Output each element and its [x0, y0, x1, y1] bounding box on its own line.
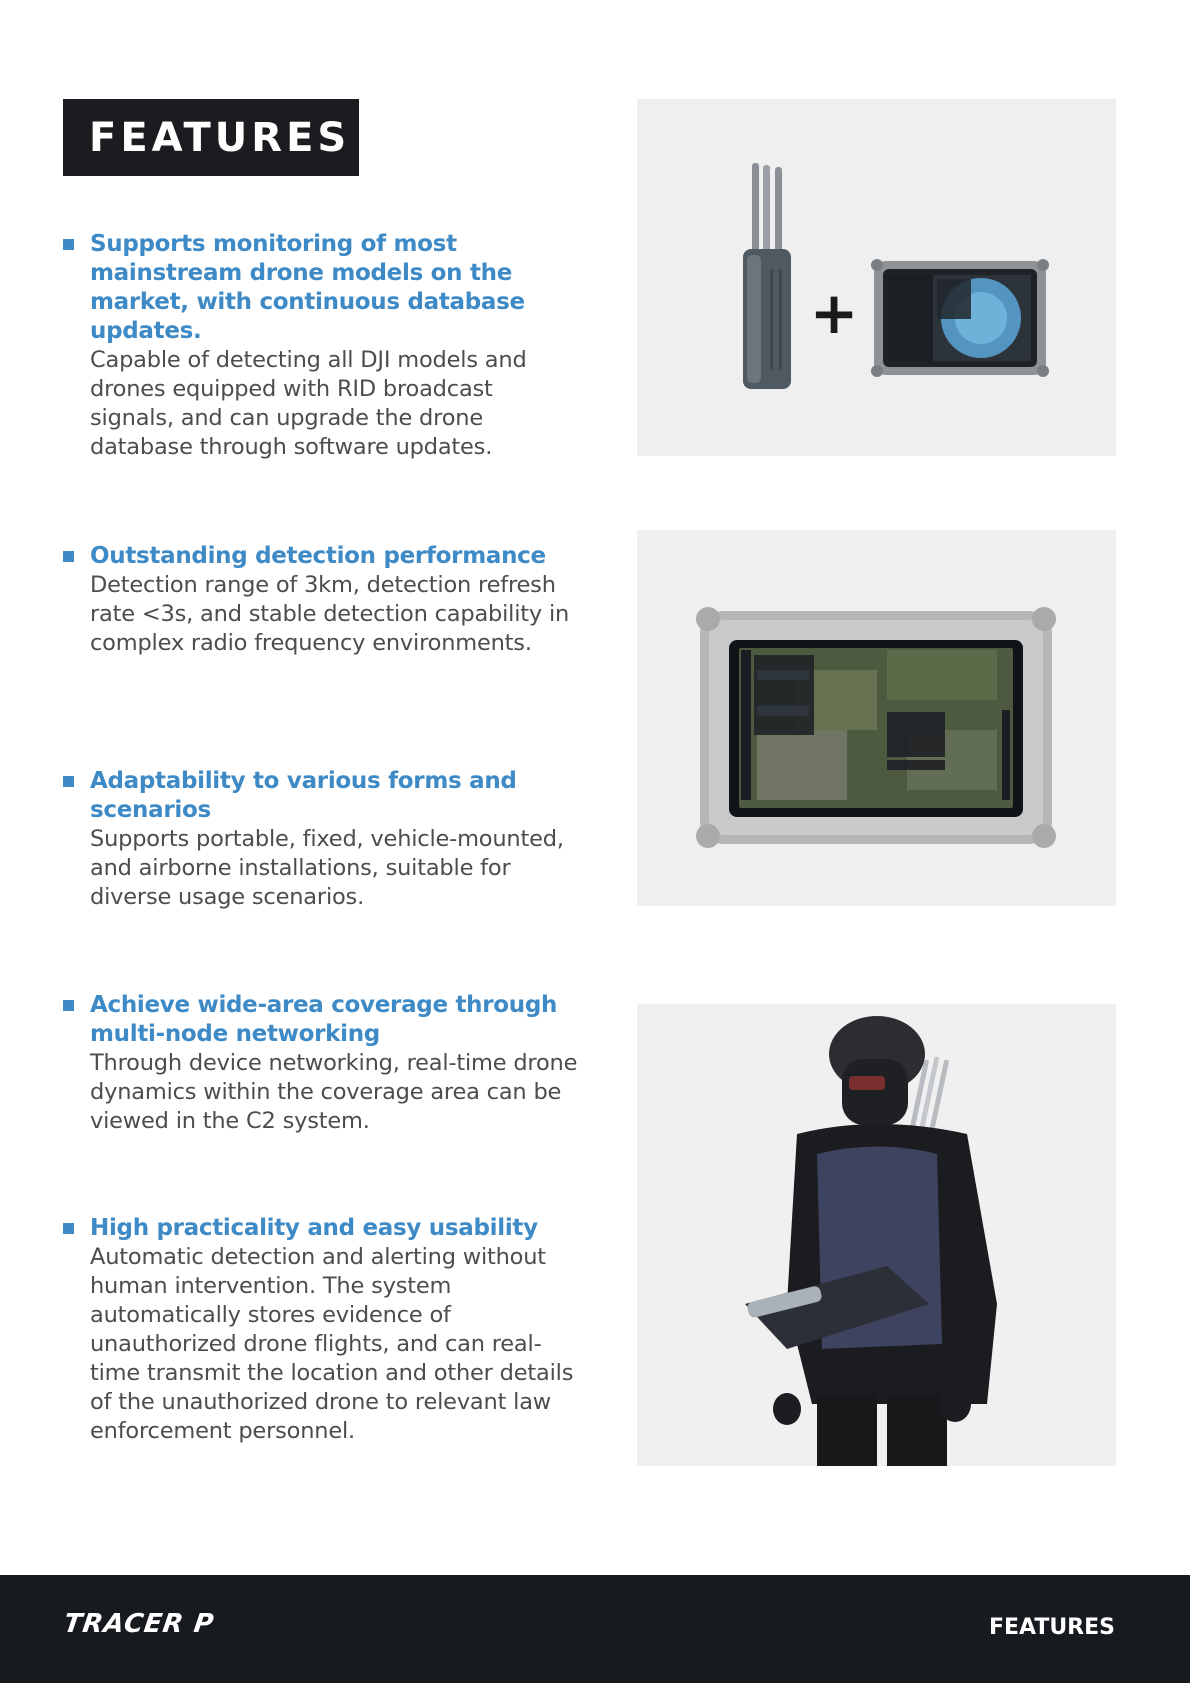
operator-image: [637, 1004, 1116, 1466]
footer-bar: [0, 1575, 1190, 1683]
feature-heading: Supports monitoring of most mainstream drone models on the market, with continuous database updates.: [90, 231, 525, 344]
bullet-square-icon: [63, 239, 74, 250]
bullet-square-icon: [63, 776, 74, 787]
feature-body: Through device networking, real-time drone dynamics within the coverage area can be viewed in the C2 system.: [90, 1050, 578, 1134]
feature-body: Capable of detecting all DJI models and drones equipped with RID broadcast signals, and can upgrade the drone database through software updates.: [90, 347, 527, 460]
brand-logo: TRACER P: [61, 1609, 217, 1639]
feature-heading: Outstanding detection performance: [90, 543, 546, 569]
feature-item: [63, 1214, 583, 1446]
bullet-square-icon: [63, 1000, 74, 1011]
feature-item: [63, 767, 583, 912]
feature-item: [63, 542, 583, 658]
device-kit-illustration: [637, 99, 1116, 456]
operator-illustration: [637, 1004, 1116, 1466]
feature-heading: Achieve wide-area coverage through multi-node networking: [90, 992, 558, 1047]
feature-item: [63, 230, 583, 462]
feature-body: Detection range of 3km, detection refresh rate <3s, and stable detection capability in complex radio frequency environments.: [90, 572, 570, 656]
feature-body: Automatic detection and alerting without human intervention. The system automatically stores evidence of unauthorized drone flights, and can real-time transmit the location and other details of the unauthorized drone to relevant law enforcement personnel.: [90, 1244, 574, 1444]
tablet-map-illustration: [637, 530, 1116, 906]
feature-body: Supports portable, fixed, vehicle-mounted, and airborne installations, suitable for diverse usage scenarios.: [90, 826, 564, 910]
device-kit-image: [637, 99, 1116, 456]
plus-sign: +: [809, 279, 859, 347]
tablet-map-image: [637, 530, 1116, 906]
feature-heading: Adaptability to various forms and scenarios: [90, 768, 517, 823]
feature-item: [63, 991, 583, 1136]
bullet-square-icon: [63, 1223, 74, 1234]
feature-heading: High practicality and easy usability: [90, 1215, 538, 1241]
bullet-square-icon: [63, 551, 74, 562]
page-title: FEATURES: [63, 99, 359, 176]
footer-section-label: FEATURES: [988, 1615, 1115, 1640]
